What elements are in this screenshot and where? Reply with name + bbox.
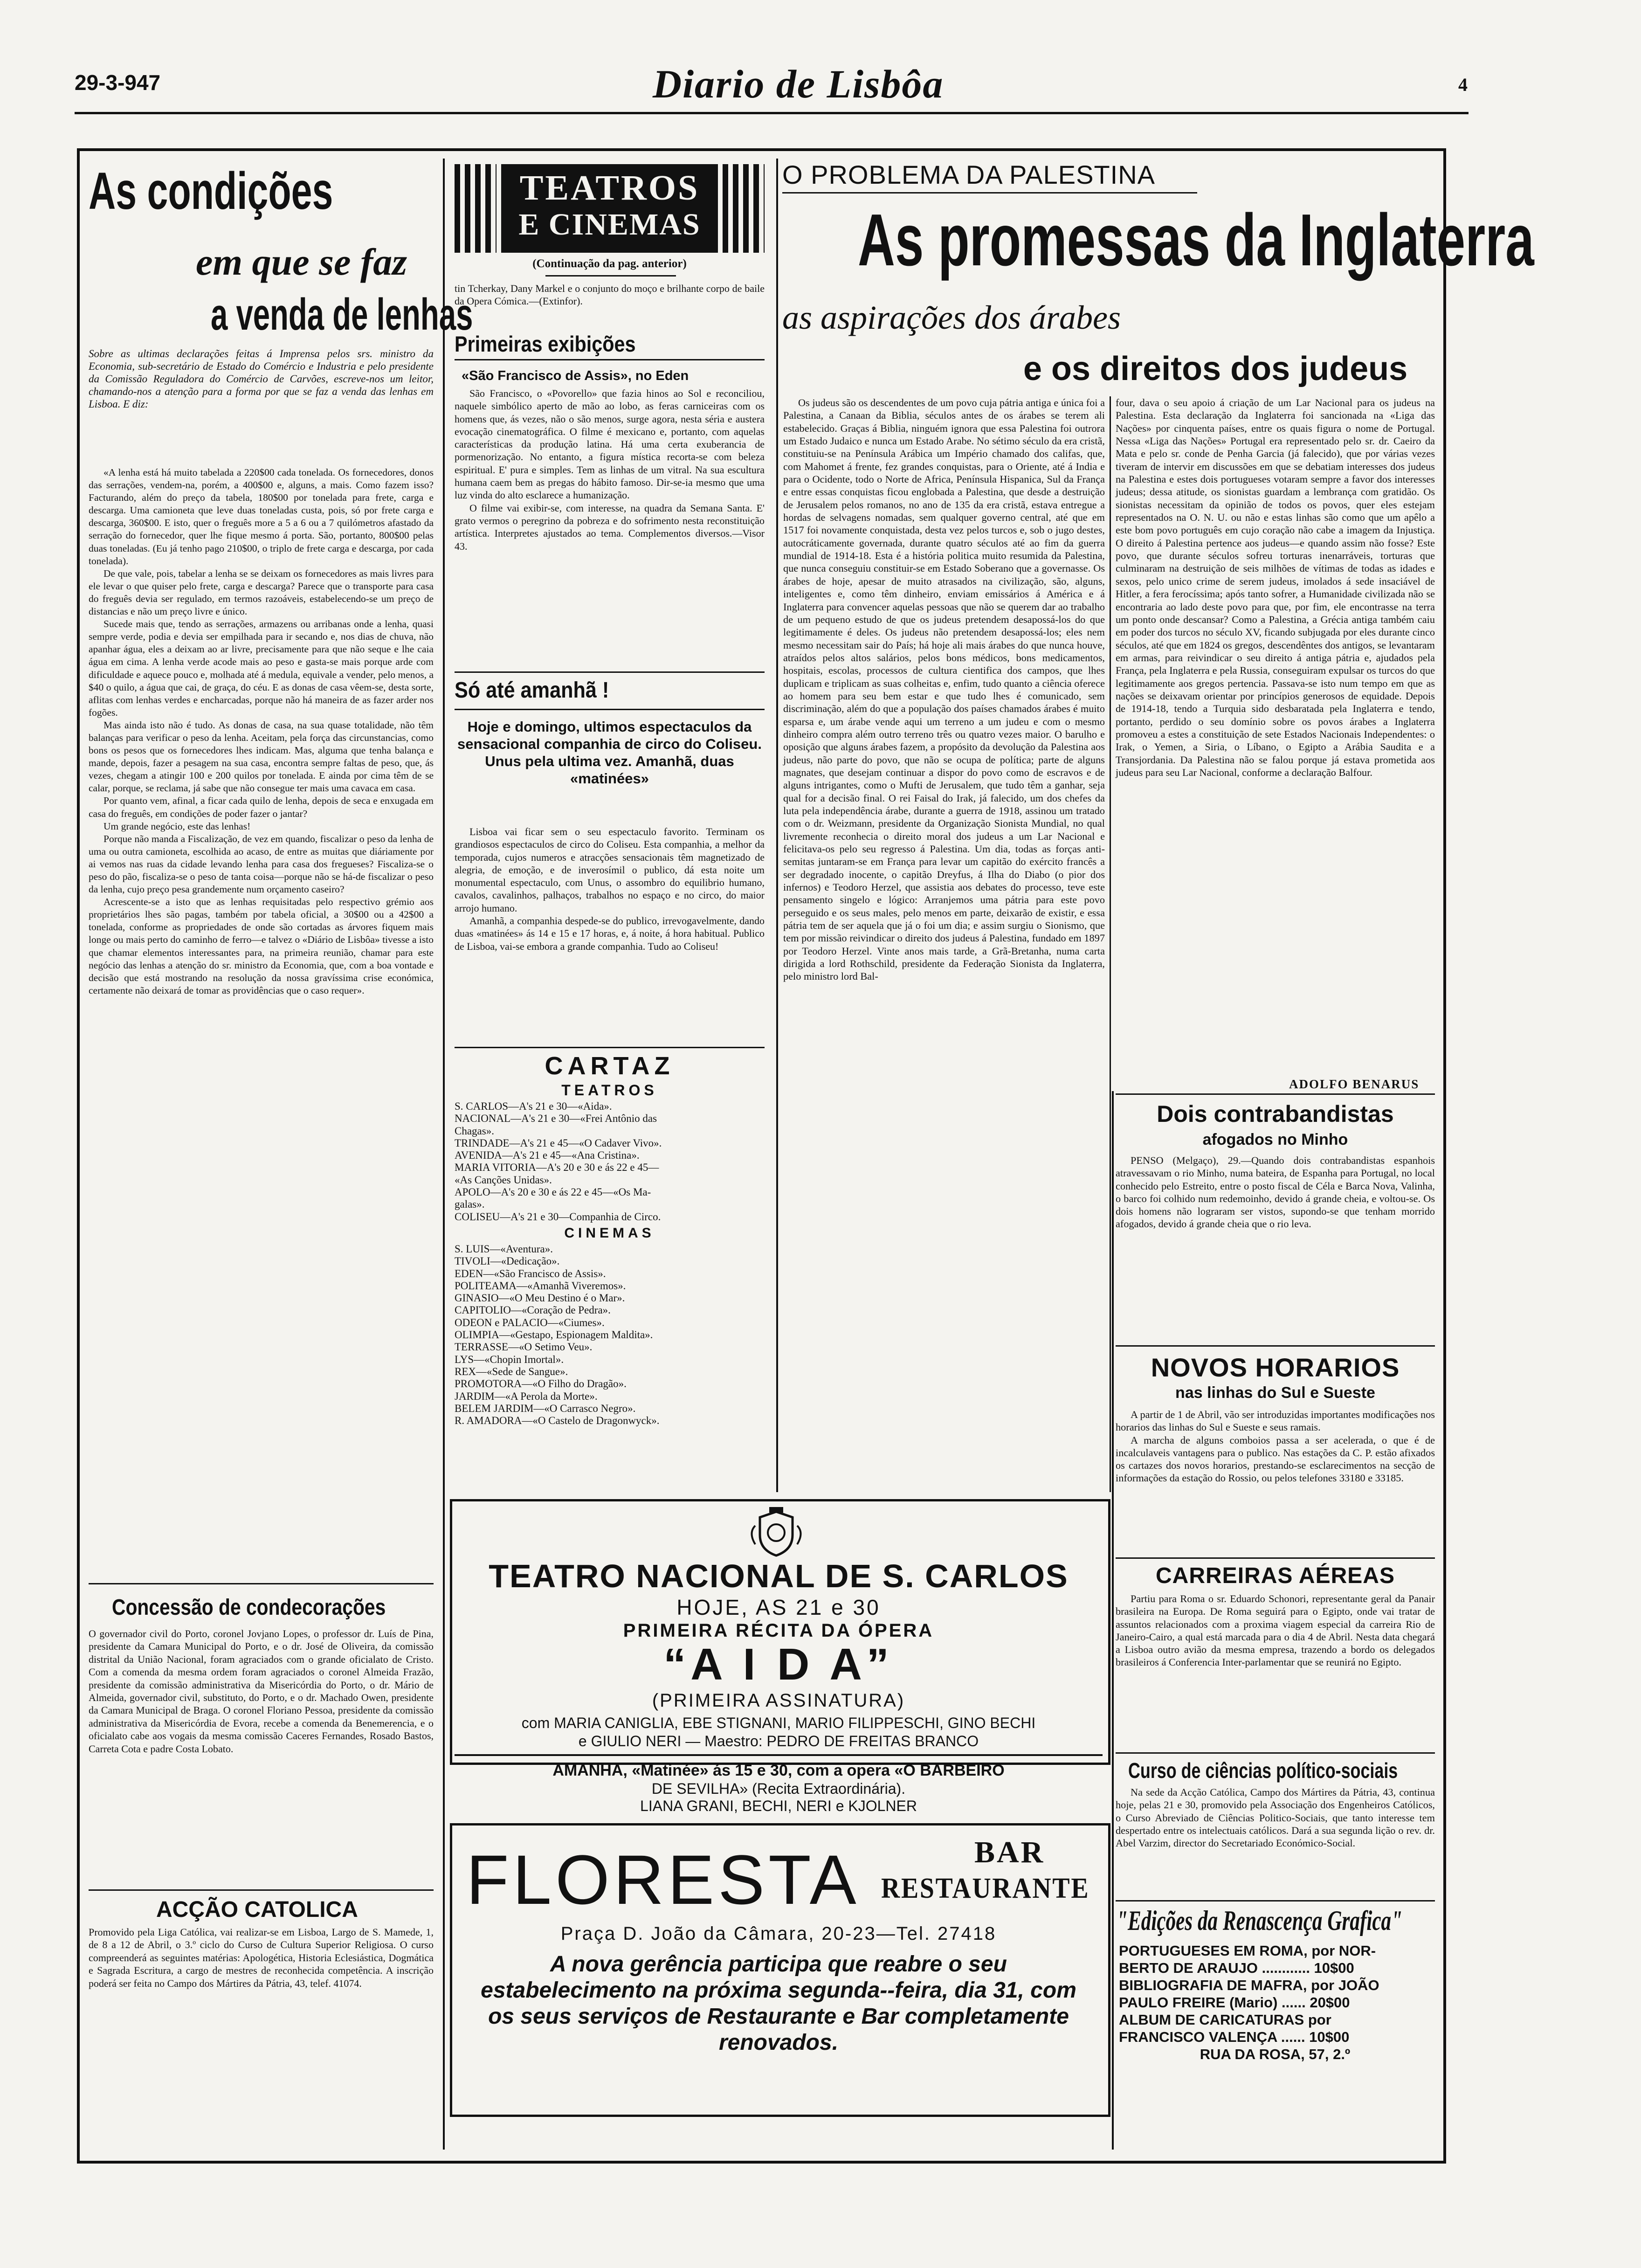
scarlos-tomorrow-1: AMANHA, «Matinée» ás 15 e 30, com a opera «O BARBEIRO bbox=[552, 1762, 1005, 1779]
banner-stripes-right bbox=[723, 164, 765, 253]
lenhas-p6: Um grande negócio, este das lenhas! bbox=[103, 820, 251, 832]
lenhas-p7: Porque não manda a Fiscalização, de vez em quando, fiscalizar o peso da lenha de uma ou outra camioneta, escolhida ao acaso, de entre as muitas que diáriamente por ai vemos nas ruas da cidade levando lenha para casa dos fregueses? Fiscaliza-se o peso do pão, fiscaliza-se o peso de tanta coisa—porque não se há-de fiscalizar o peso da lenha, cujo preço pesa grandemente num orçamento caseiro? bbox=[89, 833, 434, 895]
cartaz-cinema-line: CAPITOLIO—«Coração de Pedra». bbox=[455, 1304, 611, 1316]
scarlos-tomorrow-2: DE SEVILHA» (Recita Extraordinária). bbox=[651, 1780, 906, 1797]
cartaz-teatros-label: TEATROS bbox=[561, 1082, 658, 1099]
renascenca-line: RUA DA ROSA, 57, 2.º bbox=[1200, 2046, 1351, 2062]
left-rule-1 bbox=[89, 1583, 434, 1584]
lenhas-title-3: a venda de lenhas bbox=[211, 290, 473, 339]
cinema-list bbox=[455, 1243, 765, 1427]
renascenca-line: FRANCISCO VALENÇA ...... 10$00 bbox=[1119, 2029, 1350, 2045]
renascenca-line: ALBUM DE CARICATURAS por bbox=[1119, 2012, 1331, 2028]
lenhas-body bbox=[89, 466, 434, 997]
cartaz-cinema-line: JARDIM—«A Perola da Morte». bbox=[455, 1390, 598, 1402]
floresta-name: FLORESTA bbox=[466, 1840, 860, 1919]
cartaz-cinema-line: S. LUIS—«Aventura». bbox=[455, 1243, 553, 1255]
floresta-rest: RESTAURANTE bbox=[881, 1873, 1090, 1904]
cartaz-theatre-line: COLISEU—A's 21 e 30—Companhia de Circo. bbox=[455, 1210, 661, 1223]
right-rule-2 bbox=[1116, 1345, 1435, 1347]
cartaz-cinema-line: POLITEAMA—«Amanhã Viveremos». bbox=[455, 1279, 626, 1292]
column-rule-1 bbox=[443, 159, 445, 2150]
cartaz-theatre-line: TRINDADE—A's 21 e 45—«O Cadaver Vivo». bbox=[455, 1137, 662, 1149]
banner-stripes-left bbox=[455, 164, 496, 253]
cartaz-title: CARTAZ bbox=[545, 1052, 675, 1080]
scarlos-subscription: (PRIMEIRA ASSINATURA) bbox=[652, 1690, 905, 1711]
teatros-continuation: (Continuação da pag. anterior) bbox=[532, 257, 687, 270]
palestina-sub-1: as aspirações dos árabes bbox=[782, 299, 1121, 336]
right-rule-1 bbox=[1116, 1093, 1435, 1095]
newspaper-title: Diario de Lisbôa bbox=[653, 62, 944, 106]
condecoracoes-title: Concessão de condecorações bbox=[112, 1595, 386, 1620]
floresta-text: A nova gerência participa que reabre o seu estabelecimento na próxima segunda--feira, dia 31, com os seus serviços de Restaurante e Bar completamente renovados. bbox=[481, 1952, 1076, 2055]
palestina-kicker: O PROBLEMA DA PALESTINA bbox=[782, 160, 1155, 189]
so-ate-title: Só até amanhã ! bbox=[455, 678, 609, 703]
palestina-col-2: four, dava o seu apoio á criação de um Lar Nacional para os judeus na Palestina. Esta declaração da Inglaterra foi sancionada na «Liga das Nações» por cinquenta países, entre os quais figura o nome de Portugal. Nessa «Liga das Nações» Portugal era representado pelo sr. dr. Caeiro da Mata e pelo sr. conde de Penha Garcia (já falecido), que por várias vezes tiveram de intervir em discussões em que se debatiam interesses dos judeus na Palestina e estes dois portugueses votaram sempre a favor dos interesses judeus; dessa atitude, os sionistas guardam a lembrança com gratidão. Os sionistas necessitam da opinião de todos os povos, quer eles estejam representados na O. N. U. ou não e estas linhas são como que um apêlo a este bom povo português em cujo coração não cabe a imagem da Injustiça. O direito á Palestina pertence aos judeus—e quando assim não fosse? Este povo, que durante séculos sofreu torturas inenarráveis, torturas que culminaram na destruição de seis milhões de vítimas de todas as idades e sexos, pelo unico crime de serem judeus, imolados á sede insaciável de Hitler, a fera ferocíssima; após tanto sofrer, a Humanidade civilizada não se encontraria ao lado deste povo para que, por fim, ele encontrasse na terra um ponto onde descansar? Como a Palestina, a Grécia antiga também caiu em poder dos turcos no século XV, ficando subjugada por eles durante cinco séculos, até que em 1824 os gregos, descendêntes dos antigos, se levantaram em armas, para reivindicar o seu direito á antiga pátria e, ajudados pela França, pela Inglaterra e pela Russia, conseguiram expulsar os turcos do que legitimamente aos gregos pertencia. Passava-se isto num tempo em que as nações se deixavam orientar por princípios generosos de equidade. Depois de 1914-18, tendo a Turquia sido desbaratada pela Inglaterra e tendo, portanto, perdido o seu domínio sobre os povos árabes a Inglaterra promoveu a estes a constituição de sete Estados Nacionais Independentes: o Irak, o Yemen, a Siria, o Líbano, o Egipto a Arábia Saudita e a Transjordania. Da Palestina não se falou porque já estava prometida aos judeus para seu Lar Nacional, conforme a declaração Balfour. bbox=[1116, 397, 1435, 778]
eden-p2: O filme vai exibir-se, com interesse, na quadra da Semana Santa. E' grato vermos o peregrino da pobreza e do sofrimento nesta reconstituição artística. Interpretes ajustados ao tema. Complementos diversos.—Visor 43. bbox=[455, 502, 765, 552]
palestina-author: ADOLFO BENARUS bbox=[1289, 1077, 1420, 1091]
contrabandistas-title: Dois contrabandistas bbox=[1157, 1101, 1394, 1127]
horarios-p2: A marcha de alguns comboios passa a ser acelerada, o que é de incalculaveis vantagens para o publico. Nas estações da C. P. estão afixados os cartazes dos novos horarios, prestando-se esclarecimentos na secção de informações da estação do Rossio, ou pelos telefones 33180 e 33185. bbox=[1116, 1434, 1435, 1484]
right-rule-5 bbox=[1116, 1900, 1435, 1902]
cartaz-theatre-line: «As Canções Unidas». bbox=[455, 1174, 552, 1186]
accao-text: Promovido pela Liga Católica, vai realizar-se em Lisboa, Largo de S. Mamede, 1, de 8 a 12 de Abril, o 3.º ciclo do Curso de Cultura Superior Religiosa. O curso compreenderá as seguintes matérias: Apologética, Historia Eclesiástica, Dogmática e Sagrada Escritura, a cargo de mestres de reconhecida competência. A inscrição poderá ser feita no Campo dos Mártires da Pátria, 43, telef. 41074. bbox=[89, 1926, 434, 1989]
scarlos-cast-1: com MARIA CANIGLIA, EBE STIGNANI, MARIO FILIPPESCHI, GINO BECHI bbox=[521, 1715, 1036, 1731]
right-rule-4 bbox=[1116, 1752, 1435, 1754]
teatros-rule-4 bbox=[455, 1047, 765, 1048]
floresta-address: Praça D. João da Câmara, 20-23—Tel. 27418 bbox=[560, 1923, 997, 1944]
curso-text: Na sede da Acção Católica, Campo dos Mártires da Pátria, 43, continua hoje, pelas 21 e 30, promovido pela Associação dos Engenheiros Católicos, o Curso Abreviado de Ciências Politico-Sociais, que tanto interesse tem despertado entre os intelectuais católicos. Dará a sua segunda lição o rev. dr. Abel Varzim, director do Secretariado Económico-Social. bbox=[1116, 1786, 1435, 1849]
cartaz-theatre-line: S. CARLOS—A's 21 e 30—«Aida». bbox=[455, 1100, 612, 1112]
teatros-banner bbox=[455, 164, 765, 253]
cartaz-theatre-line: galas». bbox=[455, 1198, 485, 1210]
coliseu-p1: Lisboa vai ficar sem o seu espectaculo favorito. Terminam os grandiosos espectaculos de circo do Coliseu. Esta companhia, a melhor da temporada, cujos numeros e atracções sensacionais têm magnetizado de alegria, de emoção, e de inverosímil o publico, dá esta noite um monumental espectaculo, com Unus, o assombro do equilibrio humano, cavalos, cavalinhos, palhaços, trabalhos no espaço e no circo, do maior arrojo humano. bbox=[455, 826, 765, 914]
cartaz-cinema-line: OLIMPIA—«Gestapo, Espionagem Maldita». bbox=[455, 1329, 653, 1341]
cartaz-cinema-line: EDEN—«São Francisco de Assis». bbox=[455, 1267, 606, 1279]
lenhas-p1: «A lenha está há muito tabelada a 220$00 cada tonelada. Os fornecedores, donos das serrações, vendem-na, porém, a 400$00 e, alguns, a mais. Como fazem isso? Facturando, além do preço da tabela, 180$00 por tonelada para frete, carga e descarga. Uma camioneta que leve duas toneladas custa, pois, só por frete carga e descarga, 360$00. E isto, quer o freguês more a 5 a 6 ou a 7 quilómetros afastado da serração do fornecedor, quer lhe fique mesmo á porta. São, portanto, 800$00 pelas duas toneladas. (Eu já tenho pago 210$00, o triplo de frete carga e descarga, por cada tonelada). bbox=[89, 467, 434, 567]
contrabandistas-text: PENSO (Melgaço), 29.—Quando dois contrabandistas espanhois atravessavam o rio Minho, numa bateira, de Espanha para Portugal, no local conhecido pelo Estreito, entre o posto fiscal de Céla e Barca Nova, Valinha, o barco foi colhido num redemoinho, devido á grande cheia, e voltou-se. Os dois homens não lograram ser vistos, supondo-se que tenham morrido afogados, devido á grande cheia que o rio leva. bbox=[1116, 1155, 1435, 1230]
curso-title: Curso de ciências político-sociais bbox=[1128, 1758, 1398, 1783]
banner-line-2: E CINEMAS bbox=[518, 207, 701, 242]
contrabandistas-sub: afogados no Minho bbox=[1202, 1131, 1348, 1148]
cartaz-cinema-line: TERRASSE—«O Setimo Veu». bbox=[455, 1341, 593, 1353]
floresta-bar: BAR bbox=[974, 1835, 1045, 1869]
cartaz-cinema-line: REX—«Sede de Sangue». bbox=[455, 1365, 568, 1377]
accao-title: ACÇÃO CATOLICA bbox=[156, 1897, 358, 1922]
aereas-text: Partiu para Roma o sr. Eduardo Schonori, representante geral da Panair brasileira na Europa. De Roma seguirá para o Egipto, onde vai tratar de assuntos relacionados com a proxima viagem especial da carreira Rio de Janeiro-Cairo, a qual está marcada para o dia 4 de Abril. Nesta data chegará a Lisboa outro avião da mesma empresa, trazendo a bordo os delegados brasileiros á Conferencia Inter-parlamentar que se reunirá no Egipto. bbox=[1116, 1593, 1435, 1668]
eden-text bbox=[455, 387, 765, 553]
page-date: 29-3-947 bbox=[75, 70, 161, 95]
eden-p1: São Francisco, o «Povorello» que fazia hinos ao Sol e reconciliou, naquele simbólico aperto de mão ao lobo, as feras carniceiras com os homens que, ás vezes, não o são menos, surge agora, nesta séria e austera evocação cinematográfica. O filme é mexicano e, portanto, com aquelas características da produção latina. Há uma certa exuberancia de pormenorização. No entanto, a figura mística recorta-se com beleza espiritual. E' pura e simples. Tem as linhas de um vitral. Na sua escultura humana caem bem as pregas do hábito famoso. Dir-se-ia mesmo que uma luz vinda do alto esclarece a humanização. bbox=[455, 387, 765, 501]
lenhas-p8: Acrescente-se a isto que as lenhas requisitadas pelo respectivo grémio aos proprietários lhes são pagas, também por tabela oficial, a 30$00 ou a 42$00 a tonelada, conforme as propriedades de onde são cortadas as árvores fiquem mais longe ou mais perto do caminho de ferro—e talvez o «Diário de Lisbôa» tivesse a isto que chamar elementos interessantes para, na primeira reunião, chamar para este negócio das lenhas a atenção do sr. ministro da Economia, que, com a boa vontade e decisão que está mostrando na resolução da nossa gravíssima crise económica, certamente não deixará de tomar as providências que o caso requer». bbox=[89, 896, 434, 996]
scarlos-name: TEATRO NACIONAL DE S. CARLOS bbox=[489, 1558, 1069, 1594]
lenhas-p4: Mas ainda isto não é tudo. As donas de casa, na sua quase totalidade, não têm balanças para verificar o peso da lenha. Aceitam, pela força das circunstancias, como bons os pesos que os fornecedores lhes indicam. Mas, alguma que tenha balança e mande, depois, fazer a pesagem na sua casa, encontra sempre faltas de peso, que, ás vezes, chegam a atingir 100 e 200 quilos por tonelada. E ainda por cima têm de se calar, porque, se reclama, já sabe que não consegue ter mais uma cavaca em casa. bbox=[89, 719, 434, 794]
renascenca-title: "Edições da Renascença Grafica" bbox=[1117, 1905, 1403, 1936]
teatros-rule-1 bbox=[455, 359, 765, 360]
theatre-list bbox=[455, 1100, 765, 1223]
banner-line-1: TEATROS bbox=[519, 168, 700, 207]
teatros-intro: tin Tcherkay, Dany Markel e o conjunto do moço e brilhante corpo de baile da Opera Cómica.—(Extinfor). bbox=[455, 283, 765, 307]
teatros-rule-3 bbox=[455, 709, 765, 710]
eden-sub: «São Francisco de Assis», no Eden bbox=[462, 368, 689, 383]
scarlos-premiere: PRIMEIRA RÉCITA DA ÓPERA bbox=[623, 1620, 934, 1641]
condecoracoes-text: O governador civil do Porto, coronel Jovjano Lopes, o professor dr. Luís de Pina, presidente da Camara Municipal do Porto, e o dr. José de Oliveira, da comissão distrital da União Nacional, foram agraciados com o grande oficialato de Cristo. Com a comenda da mesma ordem foram agraciados o coronel Almeida Frazão, presidente da comissão administrativa da Misericórdia do Porto, o dr. Mário de Almeida, governador civil, substituto, do Porto, e o dr. Machado Owen, presidente da Camara Municipal de Braga. O coronel Floriano Pessoa, presidente da comissão administrativa da Misericórdia de Evora, recebe a comenda da Benemerencia, e o oficialato cabe aos vogais da mesma comissão Caceres Fernandes, Rosado Bastos, Carreta Cota e padre Costa Lobato. bbox=[89, 1628, 434, 1755]
coliseu-head: Hoje e domingo, ultimos espectaculos da sensacional companhia de circo do Coliseu. Unus pela ultima vez. Amanhã, duas «matinées» bbox=[457, 719, 762, 787]
horarios-p1: A partir de 1 de Abril, vão ser introduzidas importantes modificações nos horarios das linhas do Sul e Sueste e seus ramais. bbox=[1116, 1409, 1435, 1433]
lenhas-lead: Sobre as ultimas declarações feitas á Imprensa pelos srs. ministro da Economia, sub-secretário de Estado do Comércio e Industria e pelo presidente da Comissão Reguladora do Comércio de Carvões, escreve-nos um leitor, chamando-nos a atenção para a forma por que se faz a venda das lenhas em Lisboa. E diz: bbox=[89, 348, 434, 410]
horarios-text bbox=[1116, 1408, 1435, 1485]
column-rule-3 bbox=[1112, 1091, 1114, 2150]
teatros-rule-2 bbox=[455, 671, 765, 673]
kicker-underline bbox=[782, 192, 1197, 194]
aereas-title: CARREIRAS AÉREAS bbox=[1156, 1563, 1395, 1588]
cartaz-cinemas-label: CINEMAS bbox=[564, 1225, 655, 1241]
cartaz-cinema-line: BELEM JARDIM—«O Carrasco Negro». bbox=[455, 1402, 636, 1414]
right-rule-3 bbox=[1116, 1557, 1435, 1559]
scarlos-cast-2: e GIULIO NERI — Maestro: PEDRO DE FREITAS BRANCO bbox=[578, 1733, 979, 1749]
teatros-rule-0 bbox=[545, 275, 676, 277]
scarlos-tomorrow-3: LIANA GRANI, BECHI, NERI e KJOLNER bbox=[640, 1798, 917, 1814]
cartaz-theatre-line: MARIA VITORIA—A's 20 e 30 e ás 22 e 45— bbox=[455, 1162, 659, 1174]
cartaz-theatre-line: APOLO—A's 20 e 30 e ás 22 e 45—«Os Ma- bbox=[455, 1186, 651, 1198]
cartaz-theatre-line: AVENIDA—A's 21 e 45—«Ana Cristina». bbox=[455, 1149, 640, 1162]
primeiras-title: Primeiras exibições bbox=[455, 332, 636, 356]
coliseu-p2: Amanhã, a companhia despede-se do publico, irrevogavelmente, dando duas «matinées» ás 14 e 15 e 17 horas, e, á noite, á hora habitual. Publico de Lisboa, vai-se embora a grande companhia. Tudo ao Coliseu! bbox=[455, 915, 765, 952]
renascenca-line: PAULO FREIRE (Mario) ...... 20$00 bbox=[1119, 1994, 1350, 2011]
renascenca-line: BIBLIOGRAFIA DE MAFRA, por JOÃO bbox=[1119, 1977, 1379, 1993]
palestina-col-1: Os judeus são os descendentes de um povo cuja pátria antiga e única foi a Palestina, a Canaan da Biblia, séculos antes de os árabes se terem ali estabelecido. Graças á Biblia, ninguém ignora que essa Palestina foi outrora um Estado Judaico e nunca um Estado Arabe. No sétimo século da era cristã, constituiu-se na Península Arábica um Império chamado dos califas, que, com Mahomet á frente, fez grandes conquistas, para o Oriente, até á India e para o Ocidente, todo o Norte de Africa, Península Hispanica, Sul da França e entre essas conquistas ficou englobada a Palestina, que desde a destruição de Jerusalem pelos romanos, no ano de 135 da era cristã, estava entregue a hordas de selvagens nomadas, sem qualquer governo central, até que em 1517 foi novamente conquistada, desta vez pelos turcos e, sob o jugo destes, autocráticamente governada, durante quatro séculos até ao fim da guerra mundial de 1914-18. Esta é a história politica muito resumida da Palestina, que nunca conseguiu constituir-se em Estado Soberano que a governasse. Os árabes de hoje, apesar de muito atrasados na civilização, são, alguns, inteligentes e, como têm dinheiro, enviam emissários á América e á Inglaterra para convencer aquelas pessoas que não se querem dar ao trabalho de um pequeno estudo de que os judeus pretendem desapossá-los do que legitimamente é deles. Os judeus não pretendem desapossá-los; eles nem mesmo necessitam sair do País; há hoje ali mais árabes do que nunca houve, atraídos pelos altos salários, pelos bons médicos, bons medicamentos, hospitais, escolas, processos de cultura cientifica dos campos, que lhes duplicam e triplicam as suas colheitas e, enfim, tudo quanto a ciência oferece ao homem para seu bem estar e que tudo lhes é comunicado, sem discriminação, além do que a população dos países chamados árabes é muito esparsa e, um árabe vende aqui um terreno a um judeu e com o mesmo dinheiro compra além outro terreno três ou quatro vezes maior. O barulho e oposição que alguns árabes fazem, a propósito da devolução da Palestina aos judeus, não parte do povo, que não se ocupa de política; parte de alguns magnates, que desejam continuar a dispor do povo como de escravos e de alguns intrigantes, como o Mufti de Jerusalem, que tudo têm a ganhar, seja qual for a decisão final. O rei Faisal do Irak, já falecido, um dos chefes da luta pela independência árabe, durante a guerra de 1918, assinou um tratado com o dr. Weizmann, presidente da Organização Sionista Mundial, no qual livremente reconhecia o direito moral dos judeus a um Lar Nacional e felicitava-os pelo seu regresso á Palestina. Um dia, todas as forças anti-semitas juntaram-se em França para levar um capitão do exército francês a ser degradado inocente, o capitão Dreyfus, á Ilha do Diabo (o pior dos infernos) e Teodoro Herzel, que assistia aos debates do processo, teve este pensamento singelo e lógico: Arranjemos uma pátria para este povo perseguido e os seus males, pelo menos em parte, deixarão de existir, e essa pátria tem de ser aquela que já o foi um dia; e assim surgiu o Sionismo, que tem por missão reivindicar o direito dos judeus á Palestina, fundado em 1897 por Teodoro Herzel. Vinte anos mais tarde, a Grã-Bretanha, numa carta dirigida a lord Rothschild, presidente da Federação Sionista da Inglaterra, pelo ministro lord Bal- bbox=[783, 397, 1105, 982]
renascenca-line: BERTO DE ARAUJO ............ 10$00 bbox=[1119, 1960, 1354, 1976]
lenhas-p2: De que vale, pois, tabelar a lenha se se deixam os fornecedores as mais livres para ele levar o que quiser pelo frete, carga e descarga? Parece que o transporte para casa do freguês devia ser regulado, em termos razoáveis, estabelecendo-se um preço de distancias e não um preço livre e único. bbox=[89, 567, 434, 617]
lenhas-p3: Sucede mais que, tendo as serrações, armazens ou arribanas onde a lenha, quasi sempre verde, podia e devia ser empilhada para ir secando e, nos dias de chuva, não apanhar água, eles a deixam ao ar livre, precisamente para que não seque e lhe caia água em cima. A lenha verde acode mais ao peso e gasta-se mais porque arde com dificuldade e aquece pouco e, molhada até á medula, equivale a vender, pelo menos, a $40 o quilo, a água que cai, de graça, do céu. E as donas de casa vêem-se, desta sorte, aflitas com lenhas verdes e encharcadas, porque não há maneira de as fazer arder nos fogões. bbox=[89, 618, 434, 718]
scarlos-today: HOJE, AS 21 e 30 bbox=[676, 1595, 881, 1619]
cartaz-cinema-line: ODEON e PALACIO—«Ciumes». bbox=[455, 1316, 605, 1328]
cartaz-theatre-line: NACIONAL—A's 21 e 30—«Frei Antônio das bbox=[455, 1113, 657, 1125]
lenhas-title-2: em que se faz bbox=[196, 241, 407, 283]
page-number: 4 bbox=[1458, 74, 1468, 95]
left-rule-2 bbox=[89, 1889, 434, 1891]
palestina-col-rule bbox=[1110, 396, 1111, 1492]
cartaz-cinema-line: PROMOTORA—«O Filho do Dragão». bbox=[455, 1378, 627, 1390]
renascenca-list bbox=[1119, 1942, 1431, 2063]
horarios-title: NOVOS HORARIOS bbox=[1151, 1353, 1400, 1382]
renascenca-line: PORTUGUESES EM ROMA, por NOR- bbox=[1119, 1943, 1376, 1959]
column-rule-2 bbox=[776, 159, 778, 1492]
coliseu-text bbox=[455, 825, 765, 953]
cartaz-theatre-line: Chagas». bbox=[455, 1125, 494, 1137]
cartaz-cinema-line: GINASIO—«O Meu Destino é o Mar». bbox=[455, 1292, 625, 1304]
cartaz-cinema-line: LYS—«Chopin Imortal». bbox=[455, 1353, 564, 1365]
palestina-title: As promessas da Inglaterra bbox=[858, 199, 1534, 281]
palestina-sub-2: e os direitos dos judeus bbox=[1023, 350, 1408, 387]
lenhas-title-1: As condições bbox=[89, 162, 333, 220]
horarios-sub: nas linhas do Sul e Sueste bbox=[1175, 1384, 1375, 1402]
scarlos-inner-rule bbox=[455, 1754, 1103, 1756]
cartaz-cinema-line: TIVOLI—«Dedicação». bbox=[455, 1255, 560, 1267]
lenhas-p5: Por quanto vem, afinal, a ficar cada quilo de lenha, depois de seca e enxugada em casa do freguês, em condições de poder fazer o jantar? bbox=[89, 795, 434, 819]
scarlos-opera: “A I D A” bbox=[663, 1639, 894, 1689]
coat-of-arms-icon bbox=[746, 1507, 807, 1558]
cartaz-cinema-line: R. AMADORA—«O Castelo de Dragonwyck». bbox=[455, 1415, 660, 1427]
masthead-rule bbox=[75, 112, 1469, 114]
